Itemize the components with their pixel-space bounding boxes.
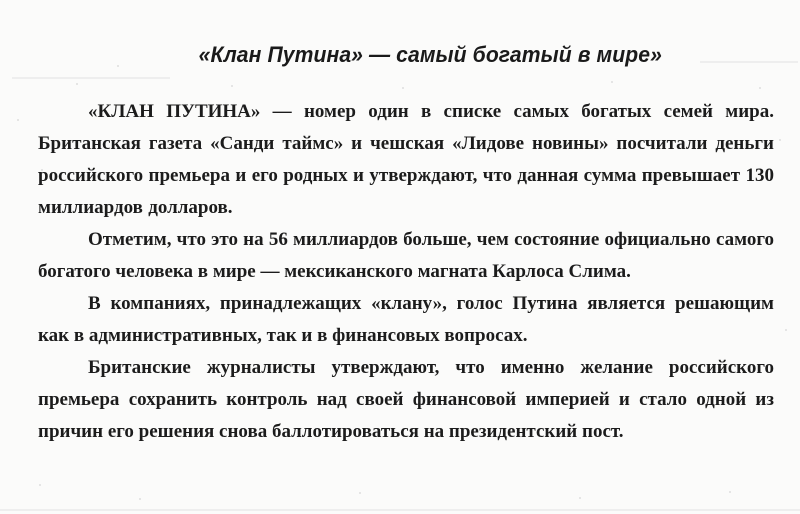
article-title: «Клан Путина» — самый богатый в мире» <box>198 42 662 67</box>
paragraph-2: Отметим, что это на 56 миллиардов больше, чем состояние официально самого богатого человека в мире — мексиканского магната Карлоса Слима. <box>38 229 774 282</box>
paragraph-3: В компаниях, принадлежащих «клану», голос Путина является решающим как в административных, так и в финансовых вопросах. <box>38 293 774 346</box>
paragraph-1: «КЛАН ПУТИНА» — номер один в списке самых богатых семей мира. Британская газета «Санди таймс» и чешская «Лидове новины» посчитали деньги российского премьера и его родных и утверждают, что данная сумма превышает 130 миллиардов долларов. <box>38 101 774 218</box>
paragraph-4: Британские журналисты утверждают, что именно желание российского премьера сохранить контроль над своей финансовой империей и стало одной из причин его решения снова баллотироваться на президентский пост. <box>38 357 774 442</box>
article-body <box>38 96 774 448</box>
